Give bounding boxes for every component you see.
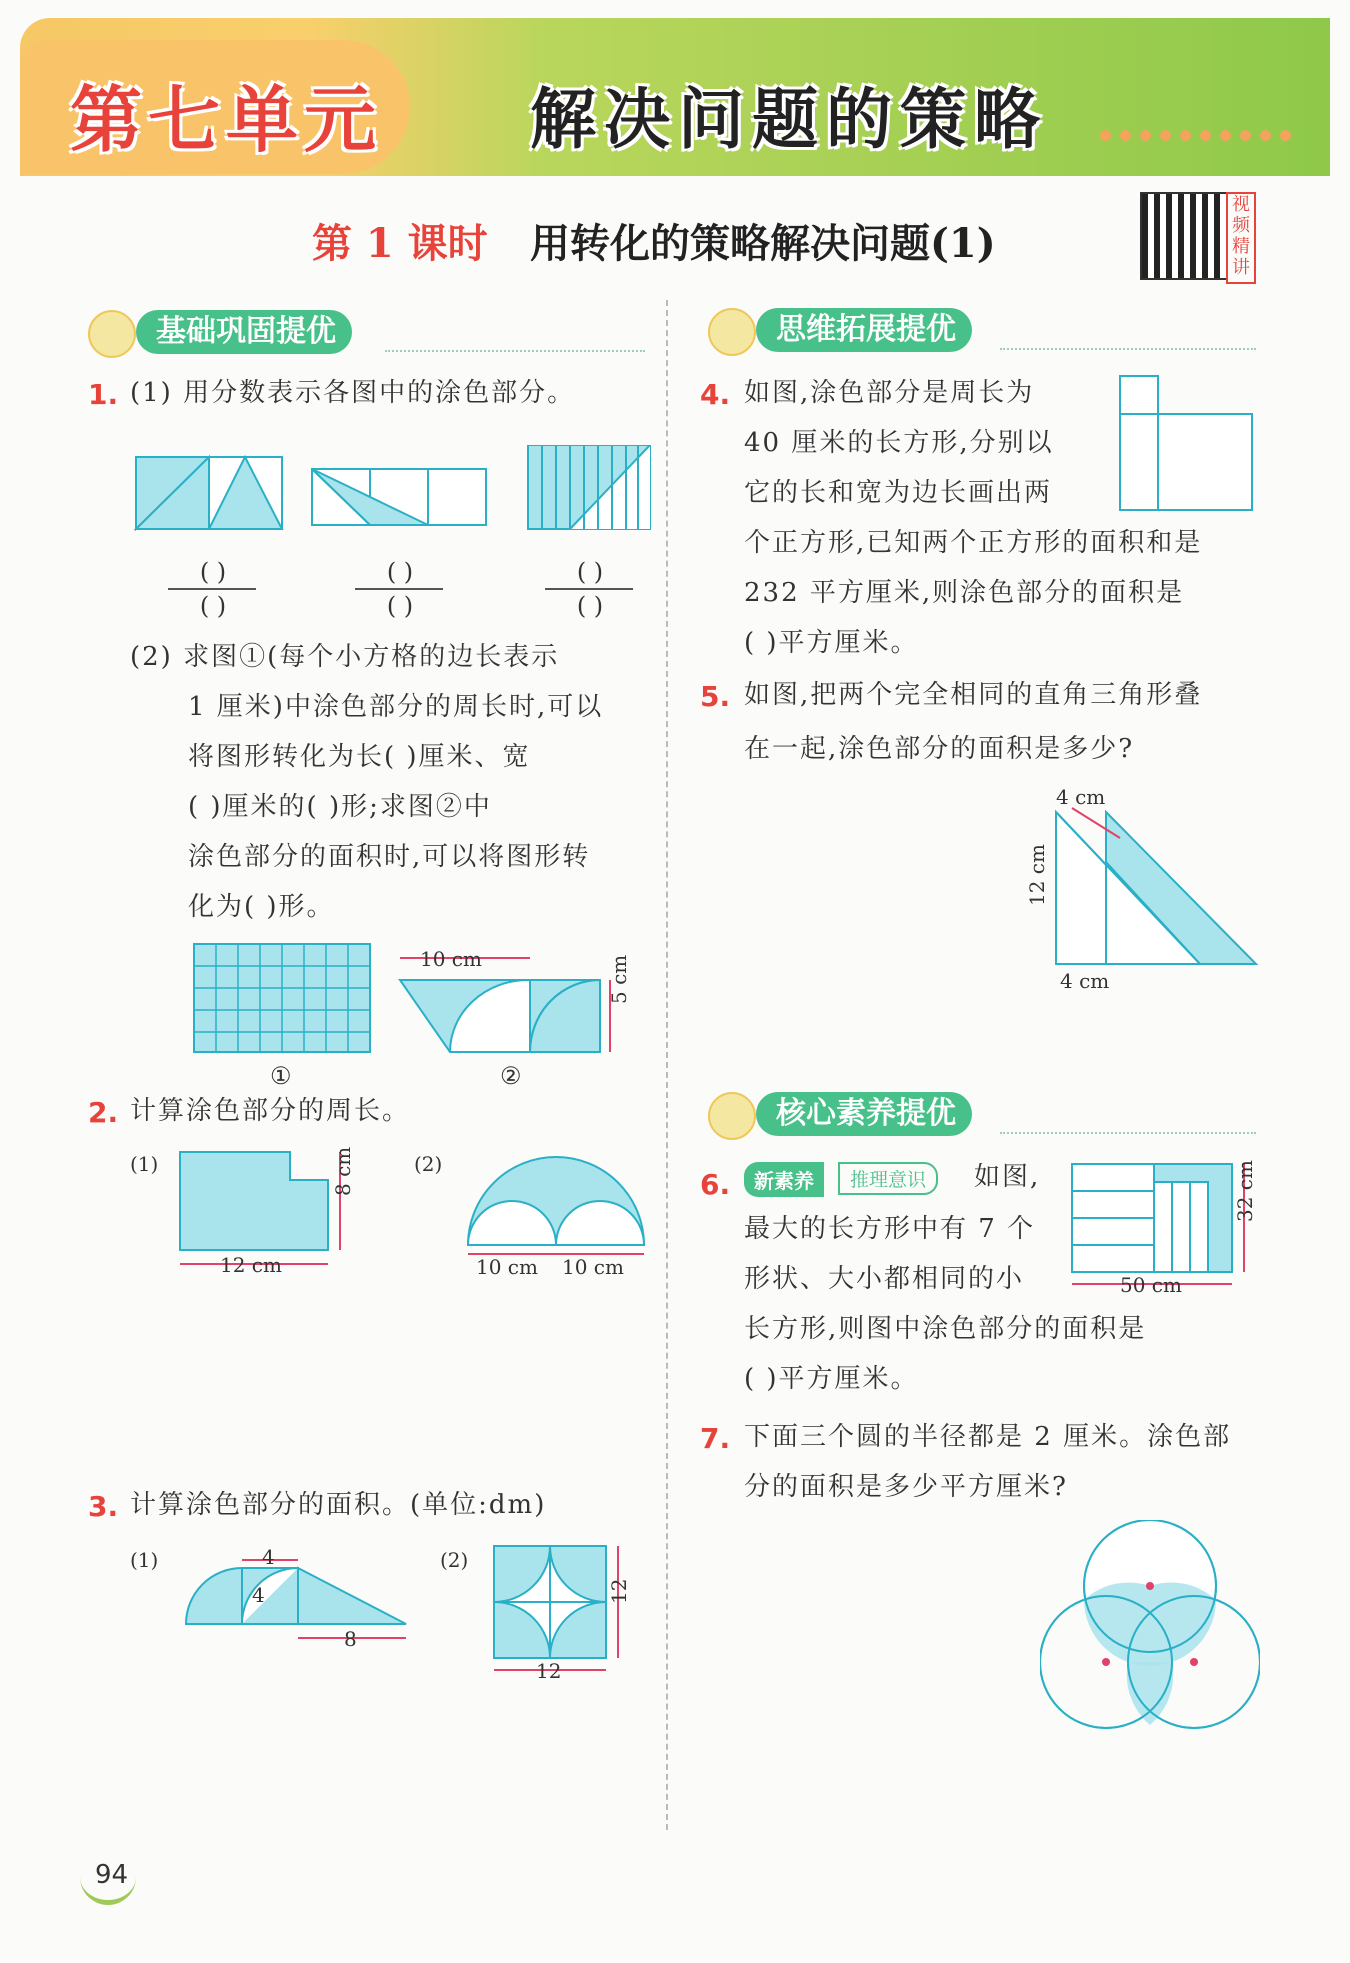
numerator-blank: ( ) — [199, 558, 227, 586]
chapter-title: 解决问题的策略 — [530, 81, 1048, 158]
question-number: 2. — [88, 1096, 119, 1129]
dim-label: 5 cm — [607, 954, 631, 1004]
q2-text: 计算涂色部分的周长。 — [130, 1096, 411, 1126]
dim-label: 4 cm — [1060, 969, 1110, 993]
q5-line: 如图,把两个完全相同的直角三角形叠 — [744, 680, 1203, 710]
q4-line: 它的长和宽为边长画出两 — [744, 478, 1053, 508]
part-label: (1) — [130, 1548, 159, 1572]
question-number: 3. — [88, 1490, 119, 1523]
dim-label: 50 cm — [1120, 1273, 1182, 1297]
question-number: 4. — [700, 378, 731, 411]
question-number: 7. — [700, 1422, 731, 1455]
dim-label: 8 — [344, 1627, 357, 1651]
q1-part2-line: 涂色部分的面积时,可以将图形转 — [188, 842, 591, 872]
figure-label: ① — [270, 1062, 292, 1090]
q1-part2-line: 1 厘米)中涂色部分的周长时,可以 — [188, 692, 604, 722]
question-number: 6. — [700, 1168, 731, 1201]
q3-figure-1 — [186, 1560, 406, 1638]
section-divider — [385, 350, 645, 352]
figure-label: ② — [500, 1062, 522, 1090]
q1-grid-figures — [190, 940, 640, 1090]
dim-label: 10 cm — [562, 1255, 624, 1279]
page-number: 94 — [95, 1860, 129, 1890]
decorative-dots — [1100, 126, 1300, 145]
q4-line: 如图,涂色部分是周长为 — [744, 378, 1035, 408]
numerator-blank: ( ) — [386, 558, 414, 586]
q1-figure-b — [312, 469, 486, 525]
section-core: 核心素养提优 — [756, 1092, 972, 1136]
q1-fraction-blank-b[interactable] — [355, 556, 445, 622]
q1-grid-figure-2 — [400, 958, 610, 1052]
q5-line: 在一起,涂色部分的面积是多少? — [744, 734, 1135, 764]
q3-figures — [180, 1540, 650, 1690]
q6-line: 如图, — [974, 1162, 1041, 1192]
lesson-title: 用转化的策略解决问题(1) — [530, 220, 996, 267]
reasoning-tag: 推理意识 — [838, 1162, 938, 1195]
section-divider — [1000, 1132, 1256, 1134]
dim-label: 32 cm — [1233, 1160, 1257, 1222]
question-number: 5. — [700, 680, 731, 713]
sprout-icon — [708, 308, 756, 356]
question-number: 1. — [88, 378, 119, 411]
new-literacy-tag: 新素养 — [744, 1162, 824, 1197]
gear-icon — [88, 310, 136, 358]
q6-line: 形状、大小都相同的小 — [744, 1264, 1025, 1294]
trophy-icon — [708, 1092, 756, 1140]
q1-part2-line: 将图形转化为长( )厘米、宽 — [188, 742, 531, 772]
q4-figure — [1116, 372, 1256, 514]
q7-figure — [1040, 1520, 1260, 1730]
q1-figures — [130, 445, 660, 545]
dim-label: 4 — [262, 1545, 275, 1569]
denominator-blank: ( ) — [576, 592, 604, 620]
numerator-blank: ( ) — [576, 558, 604, 586]
q1-fraction-blank-a[interactable] — [168, 556, 258, 622]
q1-figure-a — [136, 457, 282, 529]
q7-line: 下面三个圆的半径都是 2 厘米。涂色部 — [744, 1422, 1232, 1452]
q1-fraction-blank-c[interactable] — [545, 556, 635, 622]
dim-label: 10 cm — [476, 1255, 538, 1279]
q1-part1-text: (1) 用分数表示各图中的涂色部分。 — [130, 378, 576, 408]
q4-line: ( )平方厘米。 — [744, 628, 919, 658]
section-divider — [1000, 348, 1256, 350]
q6-line: 最大的长方形中有 7 个 — [744, 1214, 1036, 1244]
q1-part2-line: 化为( )形。 — [188, 892, 335, 922]
q7-line: 分的面积是多少平方厘米? — [744, 1472, 1068, 1502]
denominator-blank: ( ) — [199, 592, 227, 620]
part-label: (1) — [130, 1152, 159, 1176]
q1-figure-c — [528, 445, 650, 529]
q4-line: 个正方形,已知两个正方形的面积和是 — [744, 528, 1203, 558]
dim-label: 4 — [252, 1583, 265, 1607]
dim-label: 10 cm — [420, 947, 482, 971]
dim-label: 8 cm — [331, 1146, 355, 1196]
q6-line: ( )平方厘米。 — [744, 1364, 919, 1394]
q5-figure — [1010, 780, 1260, 1000]
dim-label: 12 — [536, 1659, 562, 1683]
q4-line: 232 平方厘米,则涂色部分的面积是 — [744, 578, 1185, 608]
section-basic: 基础巩固提优 — [136, 310, 352, 354]
q2-figure-2 — [468, 1157, 644, 1254]
q1-grid-figure-1 — [194, 944, 370, 1052]
q3-figure-2 — [494, 1546, 618, 1670]
q1-part2-line: (2) 求图①(每个小方格的边长表示 — [130, 642, 560, 672]
dim-label: 12 — [607, 1578, 631, 1604]
column-divider — [666, 300, 668, 1830]
q4-line: 40 厘米的长方形,分别以 — [744, 428, 1054, 458]
unit-title: 第七单元 — [70, 78, 383, 162]
q1-part2-line: ( )厘米的( )形;求图②中 — [188, 792, 492, 822]
section-thinking: 思维拓展提优 — [756, 308, 972, 352]
q6-figure — [1068, 1160, 1258, 1300]
qr-code-icon[interactable] — [1140, 192, 1228, 280]
dim-label: 4 cm — [1056, 785, 1106, 809]
q2-figure-1 — [180, 1152, 340, 1264]
part-label: (2) — [440, 1548, 469, 1572]
part-label: (2) — [414, 1152, 443, 1176]
denominator-blank: ( ) — [386, 592, 414, 620]
q6-line: 长方形,则图中涂色部分的面积是 — [744, 1314, 1147, 1344]
qr-label: 视频精讲 — [1226, 192, 1256, 284]
lesson-number: 第 1 课时 — [312, 220, 488, 267]
dim-label: 12 cm — [1025, 844, 1049, 906]
dim-label: 12 cm — [220, 1253, 282, 1277]
q3-text: 计算涂色部分的面积。(单位:dm) — [130, 1490, 547, 1520]
q2-figures — [170, 1140, 650, 1290]
